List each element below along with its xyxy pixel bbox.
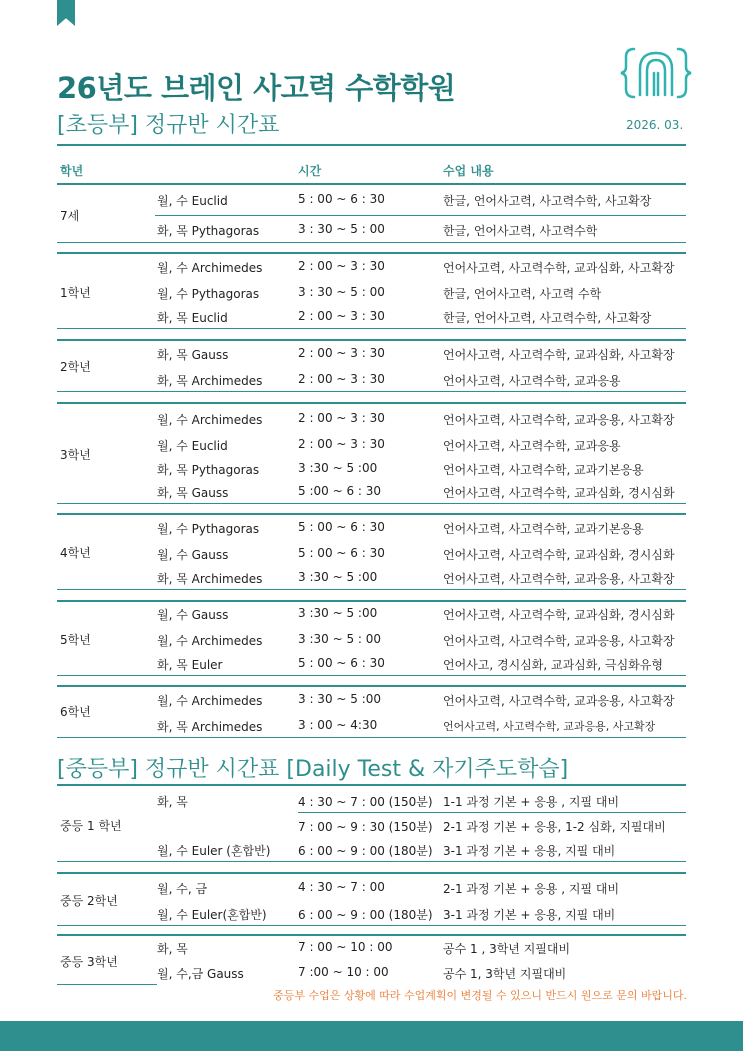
class-content: 언어사고력, 사고력수학, 교과심화, 경시심화 — [443, 486, 675, 500]
class-time: 6 : 00 ~ 9 : 00 (180분) — [298, 908, 433, 922]
class-name: 화, 목 Gauss — [157, 348, 229, 362]
group-bottom-rule — [57, 925, 686, 926]
class-name: 월, 수, 금 — [157, 882, 208, 896]
grade-label: 2학년 — [60, 360, 91, 374]
class-time: 5 :00 ~ 6 : 30 — [298, 484, 382, 498]
group-bottom-rule — [57, 242, 686, 243]
class-name: 월, 수 Euclid — [157, 194, 228, 208]
class-content: 언어사고, 경시심화, 교과심화, 극심화유형 — [443, 658, 663, 672]
class-time: 3 :30 ~ 5 :00 — [298, 606, 378, 620]
grade-label: 5학년 — [60, 633, 91, 647]
elementary-section-title: [초등부] 정규반 시간표 — [57, 113, 280, 138]
class-content: 언어사고력, 사고력수학, 교과응용, 사고확장 — [443, 634, 675, 648]
class-time: 3 : 30 ~ 5 : 00 — [298, 222, 385, 236]
class-content: 언어사고력, 사고력수학, 교과심화, 사고확장 — [443, 261, 675, 275]
group-top-rule — [57, 934, 686, 936]
class-content: 언어사고력, 사고력수학, 교과응용, 사고확장 — [443, 413, 675, 427]
class-name: 월, 수 Gauss — [157, 608, 229, 622]
class-content: 언어사고력, 사고력수학, 교과응용, 사고확장 — [443, 694, 675, 708]
class-content: 언어사고력, 사고력수학, 교과응용, 사고확장 — [443, 720, 656, 733]
class-name: 월, 수,금 Gauss — [157, 967, 244, 981]
class-name: 월, 수 Pythagoras — [157, 287, 260, 301]
class-content: 한글, 언어사고력, 사고력수학, 사고확장 — [443, 194, 652, 208]
date-label: 2026. 03. — [626, 118, 684, 132]
group-bottom-rule — [57, 589, 686, 590]
class-content: 언어사고력, 사고력수학, 교과응용 — [443, 439, 621, 453]
grade-label: 중등 2학년 — [60, 894, 118, 908]
grade-label: 6학년 — [60, 705, 91, 719]
class-time: 2 : 00 ~ 3 : 30 — [298, 346, 385, 360]
footer-bar — [0, 1021, 743, 1051]
group-top-rule — [57, 402, 686, 404]
class-content: 2-1 과정 기본 + 응용 , 지필 대비 — [443, 882, 620, 896]
class-content: 언어사고력, 사고력수학, 교과심화, 경시심화 — [443, 548, 675, 562]
class-name: 월, 수 Archimedes — [157, 694, 263, 708]
class-name: 화, 목 — [157, 795, 188, 809]
header-time: 시간 — [298, 164, 322, 178]
class-content: 언어사고력, 사고력수학, 교과응용 — [443, 374, 621, 388]
grade-label: 1학년 — [60, 286, 91, 300]
group-top-rule — [57, 600, 686, 602]
class-name: 월, 수 Euler(혼합반) — [157, 908, 267, 922]
class-content: 3-1 과정 기본 + 응용, 지필 대비 — [443, 908, 616, 922]
middle-top-rule — [57, 784, 686, 786]
group-top-rule — [57, 685, 686, 687]
class-content: 2-1 과정 기본 + 응용, 1-2 심화, 지필대비 — [443, 820, 666, 834]
class-name: 화, 목 Pythagoras — [157, 463, 260, 477]
class-content: 언어사고력, 사고력수학, 교과기본응용 — [443, 463, 644, 477]
class-time: 5 : 00 ~ 6 : 30 — [298, 192, 385, 206]
class-content: 한글, 언어사고력, 사고력 수학 — [443, 287, 602, 301]
class-time: 2 : 00 ~ 3 : 30 — [298, 259, 385, 273]
middle-section-title: [중등부] 정규반 시간표 [Daily Test & 자기주도학습] — [57, 757, 569, 782]
group-bottom-rule — [57, 503, 686, 504]
class-time: 5 : 00 ~ 6 : 30 — [298, 656, 385, 670]
grade-label: 중등 1 학년 — [60, 819, 122, 833]
class-name: 화, 목 Euclid — [157, 311, 228, 325]
class-time: 3 : 30 ~ 5 : 00 — [298, 285, 385, 299]
class-name: 월, 수 Archimedes — [157, 261, 263, 275]
class-name: 화, 목 Archimedes — [157, 374, 263, 388]
top-rule — [57, 144, 686, 146]
class-time: 3 : 30 ~ 5 :00 — [298, 692, 382, 706]
header-grade: 학년 — [60, 164, 84, 178]
group-top-rule — [57, 339, 686, 341]
class-name: 화, 목 Gauss — [157, 486, 229, 500]
class-time: 3 :30 ~ 5 :00 — [298, 570, 378, 584]
group-top-rule — [57, 252, 686, 254]
class-time: 3 :30 ~ 5 :00 — [298, 461, 378, 475]
class-name: 월, 수 Archimedes — [157, 413, 263, 427]
class-content: 언어사고력, 사고력수학, 교과기본응용 — [443, 522, 644, 536]
class-content: 공수 1, 3학년 지필대비 — [443, 967, 567, 981]
class-content: 한글, 언어사고력, 사고력수학, 사고확장 — [443, 311, 652, 325]
class-content: 언어사고력, 사고력수학, 교과심화, 사고확장 — [443, 348, 675, 362]
group-top-rule — [57, 872, 686, 874]
class-name: 화, 목 Archimedes — [157, 720, 263, 734]
header-content: 수업 내용 — [443, 164, 494, 178]
class-name: 화, 목 Archimedes — [157, 572, 263, 586]
class-time: 2 : 00 ~ 3 : 30 — [298, 372, 385, 386]
class-name: 월, 수 Archimedes — [157, 634, 263, 648]
class-name: 월, 수 Euclid — [157, 439, 228, 453]
class-time: 3 :30 ~ 5 : 00 — [298, 632, 382, 646]
class-time: 7 : 00 ~ 10 : 00 — [298, 940, 393, 954]
class-content: 언어사고력, 사고력수학, 교과심화, 경시심화 — [443, 608, 675, 622]
group-bottom-rule — [57, 984, 157, 985]
class-name: 화, 목 Pythagoras — [157, 224, 260, 238]
group-bottom-rule — [57, 861, 686, 862]
grade-label: 4학년 — [60, 546, 91, 560]
class-name: 월, 수 Pythagoras — [157, 522, 260, 536]
group-bottom-rule — [57, 737, 686, 738]
class-time: 4 : 30 ~ 7 : 00 (150분) — [298, 795, 433, 809]
row-divider — [155, 215, 686, 216]
class-time: 7 :00 ~ 10 : 00 — [298, 965, 389, 979]
brain-logo-icon — [620, 45, 692, 100]
group-bottom-rule — [57, 328, 686, 329]
class-time: 5 : 00 ~ 6 : 30 — [298, 546, 385, 560]
class-content: 3-1 과정 기본 + 응용, 지필 대비 — [443, 844, 616, 858]
class-content: 언어사고력, 사고력수학, 교과응용, 사고확장 — [443, 572, 675, 586]
class-name: 화, 목 — [157, 942, 188, 956]
group-bottom-rule — [57, 391, 686, 392]
class-time: 2 : 00 ~ 3 : 30 — [298, 411, 385, 425]
grade-label: 중등 3학년 — [60, 955, 118, 969]
page-title: 26년도 브레인 사고력 수학학원 — [57, 71, 456, 105]
class-time: 7 : 00 ~ 9 : 30 (150분) — [298, 820, 433, 834]
grade-label: 7세 — [60, 209, 80, 223]
grade-label: 3학년 — [60, 448, 91, 462]
class-time: 4 : 30 ~ 7 : 00 — [298, 880, 385, 894]
class-name: 화, 목 Euler — [157, 658, 223, 672]
class-time: 5 : 00 ~ 6 : 30 — [298, 520, 385, 534]
class-time: 2 : 00 ~ 3 : 30 — [298, 309, 385, 323]
notice-text: 중등부 수업은 상황에 따라 수업계획이 변경될 수 있으니 반드시 원으로 문의 바랍니다. — [273, 989, 687, 1002]
class-time: 2 : 00 ~ 3 : 30 — [298, 437, 385, 451]
class-content: 공수 1 , 3학년 지필대비 — [443, 942, 571, 956]
class-name: 월, 수 Euler (혼합반) — [157, 844, 271, 858]
row-divider — [298, 812, 686, 813]
header-rule — [57, 183, 686, 185]
class-name: 월, 수 Gauss — [157, 548, 229, 562]
class-content: 한글, 언어사고력, 사고력수학 — [443, 224, 598, 238]
class-content: 1-1 과정 기본 + 응용 , 지필 대비 — [443, 795, 620, 809]
group-bottom-rule — [57, 675, 686, 676]
class-time: 3 : 00 ~ 4:30 — [298, 718, 378, 732]
bookmark-ribbon — [57, 0, 75, 26]
group-top-rule — [57, 513, 686, 515]
class-time: 6 : 00 ~ 9 : 00 (180분) — [298, 844, 433, 858]
